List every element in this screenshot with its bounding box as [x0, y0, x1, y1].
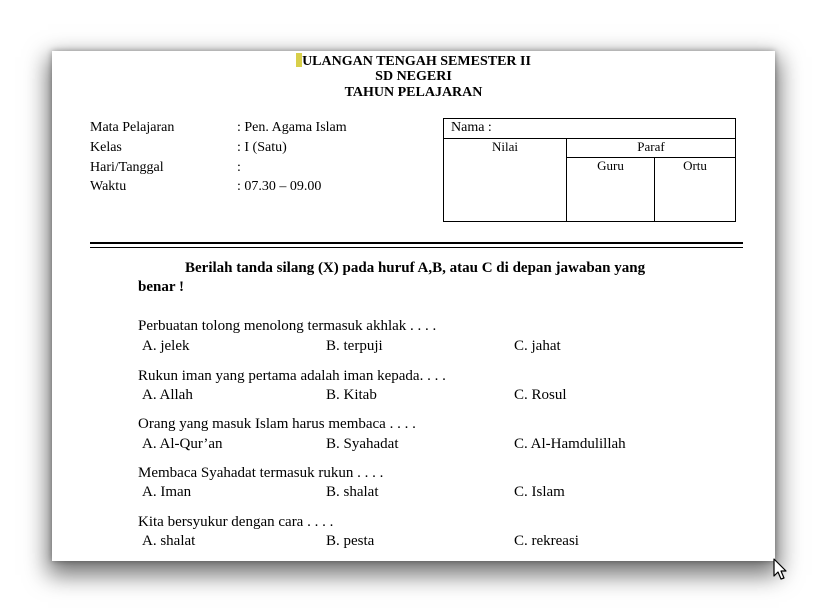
- info-value-time: : 07.30 – 09.00: [237, 179, 322, 194]
- header-rule-thin: [90, 247, 743, 248]
- q4-option-c: C. Islam: [514, 484, 565, 500]
- question-2: Rukun iman yang pertama adalah iman kepada. . . .: [138, 368, 446, 384]
- ortu-label: Ortu: [683, 158, 707, 173]
- mouse-pointer-icon: [773, 558, 789, 582]
- info-label-time: Waktu: [90, 179, 127, 194]
- q2-option-c: C. Rosul: [514, 387, 567, 403]
- q4-option-b: B. shalat: [326, 484, 379, 500]
- q2-option-a: A. Allah: [142, 387, 193, 403]
- info-label-class: Kelas: [90, 140, 122, 155]
- q3-option-a: A. Al-Qur’an: [142, 436, 223, 452]
- info-label-date: Hari/Tanggal: [90, 160, 164, 175]
- paraf-label: Paraf: [637, 139, 665, 154]
- guru-label: Guru: [597, 158, 624, 173]
- header-title: [52, 53, 775, 70]
- header-rule-thick: [90, 242, 743, 244]
- header-line-1: ULANGAN TENGAH SEMESTER II: [302, 54, 531, 69]
- question-3: Orang yang masuk Islam harus membaca . . . .: [138, 416, 416, 432]
- q5-option-b: B. pesta: [326, 533, 375, 549]
- info-value-subject: : Pen. Agama Islam: [237, 120, 347, 135]
- instruction-line-1: Berilah tanda silang (X) pada huruf A,B, atau C di depan jawaban yang: [185, 260, 646, 276]
- document-page: [52, 51, 775, 561]
- divider: [444, 138, 735, 139]
- q5-option-a: A. shalat: [142, 533, 196, 549]
- info-value-date: :: [237, 160, 241, 175]
- q1-option-b: B. terpuji: [326, 338, 383, 354]
- q5-option-c: C. rekreasi: [514, 533, 579, 549]
- info-label-subject: Mata Pelajaran: [90, 120, 175, 135]
- info-value-class: : I (Satu): [237, 140, 287, 155]
- score-box: [443, 118, 736, 222]
- q3-option-b: B. Syahadat: [326, 436, 399, 452]
- question-4: Membaca Syahadat termasuk rukun . . . .: [138, 465, 384, 481]
- instruction-line-2: benar !: [138, 279, 184, 295]
- q2-option-b: B. Kitab: [326, 387, 377, 403]
- q4-option-a: A. Iman: [142, 484, 192, 500]
- question-1: Perbuatan tolong menolong termasuk akhlak . . . .: [138, 318, 437, 334]
- q1-option-c: C. jahat: [514, 338, 561, 354]
- divider: [566, 157, 735, 158]
- header-school: SD NEGERI: [375, 69, 452, 84]
- question-5: Kita bersyukur dengan cara . . . .: [138, 514, 334, 530]
- q1-option-a: A. jelek: [142, 338, 190, 354]
- nilai-label: Nilai: [492, 139, 518, 154]
- q3-option-c: C. Al-Hamdulillah: [514, 436, 626, 452]
- nama-label: Nama :: [451, 120, 492, 135]
- header-year: TAHUN PELAJARAN: [344, 85, 483, 100]
